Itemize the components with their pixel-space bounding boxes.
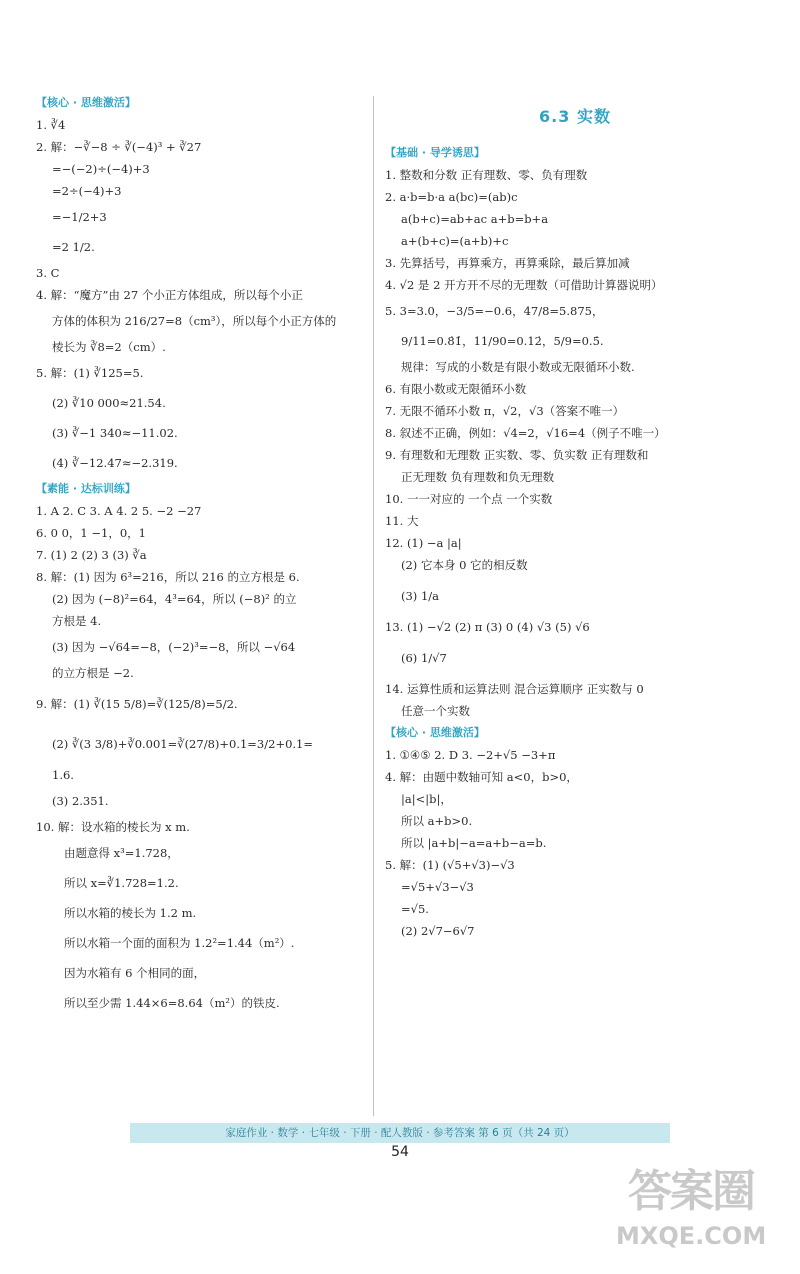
answer-line: =2 1/2. bbox=[52, 240, 95, 254]
answer-line: 4. 解：由题中数轴可知 a<0，b>0， bbox=[385, 770, 578, 784]
answer-line: 8. 叙述不正确，例如：√4=2，√16=4（例子不唯一） bbox=[385, 426, 666, 440]
answer-line: 7. 无限不循环小数 π，√2，√3（答案不唯一） bbox=[385, 404, 625, 418]
section-heading: 【基础 · 导学诱思】 bbox=[385, 146, 485, 159]
section-heading: 【素能 · 达标训练】 bbox=[36, 482, 136, 495]
answer-line: 3. 先算括号，再算乘方，再算乘除，最后算加减 bbox=[385, 256, 630, 270]
answer-line: 10. 一一对应的 一个点 一个实数 bbox=[385, 492, 553, 506]
answer-line: 14. 运算性质和运算法则 混合运算顺序 正实数与 0 bbox=[385, 682, 644, 696]
answer-line: 1. A 2. C 3. A 4. 2 5. −2 −27 bbox=[36, 504, 202, 518]
answer-line: 所以水箱的棱长为 1.2 m. bbox=[64, 906, 197, 920]
answer-line: (4) ∛−12.47≈−2.319. bbox=[52, 456, 178, 470]
answer-line: 5. 3=3.0，−3/5=−0.6，47/8=5.875， bbox=[385, 304, 604, 318]
answer-line: 4. √2 是 2 开方开不尽的无理数（可借助计算器说明） bbox=[385, 278, 663, 292]
section-heading: 【核心 · 思维激活】 bbox=[36, 96, 136, 109]
answer-line: 因为水箱有 6 个相同的面， bbox=[64, 966, 206, 980]
answer-line: (2) 它本身 0 它的相反数 bbox=[401, 558, 528, 572]
answer-line: (2) 2√7−6√7 bbox=[401, 924, 475, 938]
answer-line: 6. 0 0，1 −1，0，1 bbox=[36, 526, 146, 540]
answer-line: 由题意得 x³=1.728， bbox=[64, 846, 179, 860]
answer-line: 所以至少需 1.44×6=8.64（m²）的铁皮. bbox=[64, 996, 280, 1010]
column-divider bbox=[373, 96, 374, 1116]
section-title: 6.3 实数 bbox=[539, 107, 611, 126]
section-heading: 【核心 · 思维激活】 bbox=[385, 726, 485, 739]
right-column bbox=[385, 92, 765, 942]
answer-line: (2) 因为 (−8)²=64，4³=64，所以 (−8)² 的立 bbox=[52, 592, 297, 606]
answer-line: (3) 1/a bbox=[401, 589, 439, 603]
answer-line: 所以水箱一个面的面积为 1.2²=1.44（m²）. bbox=[64, 936, 295, 950]
answer-line: =√5+√3−√3 bbox=[401, 880, 474, 894]
answer-line: 11. 大 bbox=[385, 514, 419, 528]
answer-line: 4. 解：“魔方”由 27 个小正方体组成，所以每个小正 bbox=[36, 288, 303, 302]
answer-line: =2÷(−4)+3 bbox=[52, 184, 122, 198]
page-number: 54 bbox=[391, 1144, 409, 1160]
answer-line: 的立方根是 −2. bbox=[52, 666, 134, 680]
answer-line: 所以 a+b>0. bbox=[401, 814, 473, 828]
answer-line: (3) ∛−1 340≈−11.02. bbox=[52, 426, 178, 440]
answer-line: 1. 整数和分数 正有理数、零、负有理数 bbox=[385, 168, 588, 182]
left-column bbox=[36, 92, 366, 1018]
watermark-url: MXQE.COM bbox=[616, 1222, 767, 1250]
answer-line: (2) ∛(3 3/8)+∛0.001=∛(27/8)+0.1=3/2+0.1= bbox=[52, 737, 314, 751]
answer-line: 1. ①④⑤ 2. D 3. −2+√5 −3+π bbox=[385, 748, 556, 762]
answer-line: 9/11=0.8̇1̇，11/90=0.12̇，5/9=0.5̇. bbox=[401, 334, 604, 348]
answer-line: a(b+c)=ab+ac a+b=b+a bbox=[401, 212, 549, 226]
answer-line: 1. ∛4 bbox=[36, 118, 66, 132]
answer-line: 方体的体积为 216/27=8（cm³），所以每个小正方体的 bbox=[52, 314, 337, 328]
answer-line: 方根是 4. bbox=[52, 614, 102, 628]
answer-line: 7. (1) 2 (2) 3 (3) ∛a bbox=[36, 548, 147, 562]
answer-line: 规律：写成的小数是有限小数或无限循环小数. bbox=[401, 360, 635, 374]
answer-line: 棱长为 ∛8=2（cm）. bbox=[52, 340, 166, 354]
answer-line: 9. 解：(1) ∛(15 5/8)=∛(125/8)=5/2. bbox=[36, 697, 238, 711]
answer-line: 5. 解：(1) (√5+√3)−√3 bbox=[385, 858, 515, 872]
answer-line: (3) 因为 −√64=−8，(−2)³=−8，所以 −√64 bbox=[52, 640, 296, 654]
page-footer: 家庭作业 · 数学 · 七年级 · 下册 · 配人教版 · 参考答案 第 6 页（共 24 页） bbox=[130, 1123, 670, 1143]
answer-line: (6) 1/√7 bbox=[401, 651, 447, 665]
answer-line: 2. a·b=b·a a(bc)=(ab)c bbox=[385, 190, 518, 204]
answer-line: 8. 解：(1) 因为 6³=216，所以 216 的立方根是 6. bbox=[36, 570, 300, 584]
answer-line: =√5. bbox=[401, 902, 429, 916]
watermark-logo bbox=[616, 1164, 766, 1264]
answer-line: (3) 2.351. bbox=[52, 794, 109, 808]
answer-line: 所以 x=∛1.728=1.2. bbox=[64, 876, 179, 890]
answer-line: 3. C bbox=[36, 266, 60, 280]
answer-line: a+(b+c)=(a+b)+c bbox=[401, 234, 509, 248]
answer-line: 2. 解：−∛−8 ÷ ∛(−4)³ + ∛27 bbox=[36, 140, 202, 154]
answer-line: (2) ∛10 000≈21.54. bbox=[52, 396, 166, 410]
answer-line: 任意一个实数 bbox=[401, 704, 470, 718]
answer-line: 12. (1) −a |a| bbox=[385, 536, 462, 550]
answer-line: =−1/2+3 bbox=[52, 210, 107, 224]
watermark-text: 答案圈 bbox=[628, 1166, 754, 1217]
answer-line: 9. 有理数和无理数 正实数、零、负实数 正有理数和 bbox=[385, 448, 649, 462]
answer-line: 1.6. bbox=[52, 768, 74, 782]
answer-line: 正无理数 负有理数和负无理数 bbox=[401, 470, 555, 484]
answer-line: 10. 解：设水箱的棱长为 x m. bbox=[36, 820, 190, 834]
answer-line: 5. 解：(1) ∛125=5. bbox=[36, 366, 144, 380]
answer-line: 13. (1) −√2 (2) π (3) 0 (4) √3 (5) √6 bbox=[385, 620, 590, 634]
answer-line: =−(−2)÷(−4)+3 bbox=[52, 162, 150, 176]
answer-line: 6. 有限小数或无限循环小数 bbox=[385, 382, 527, 396]
answer-line: |a|<|b|， bbox=[401, 792, 452, 806]
answer-line: 所以 |a+b|−a=a+b−a=b. bbox=[401, 836, 547, 850]
